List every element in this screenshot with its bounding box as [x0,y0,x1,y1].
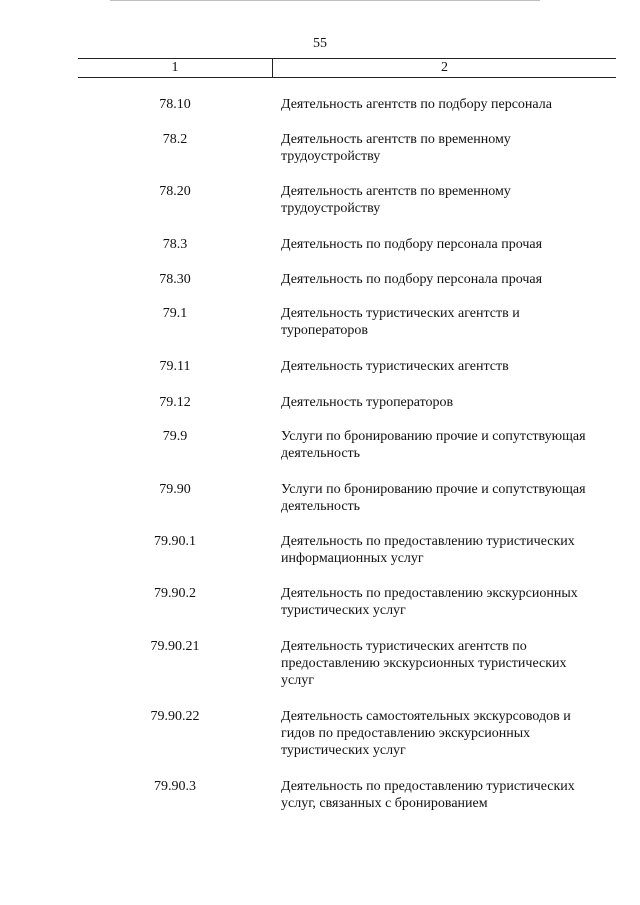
row-description: Деятельность агентств по временному трудоустройству [281,184,511,216]
column-header-2: 2 [441,60,448,75]
row-description: Деятельность по предоставлению экскурсионных туристических услуг [281,586,578,618]
row-code: 79.11 [159,359,191,374]
row-code: 78.10 [159,97,191,112]
row-description: Услуги по бронированию прочие и сопутствующая деятельность [281,429,586,461]
row-code: 79.12 [159,395,191,410]
row-code: 79.90 [159,482,191,497]
page-number: 55 [313,36,327,51]
header-top-rule [78,58,616,59]
row-description: Деятельность агентств по временному трудоустройству [281,132,511,164]
row-description: Деятельность самостоятельных экскурсоводов и гидов по предоставлению экскурсионных туристических услуг [281,709,571,758]
row-description: Деятельность туристических агентств по предоставлению экскурсионных туристических услуг [281,639,567,688]
row-description: Деятельность туроператоров [281,395,454,410]
row-code: 79.90.21 [150,639,200,654]
row-code: 79.90.1 [154,534,196,549]
row-code: 79.1 [162,306,188,321]
row-description: Деятельность агентств по подбору персонала [281,97,552,112]
row-code: 78.3 [162,237,188,252]
row-description: Деятельность туристических агентств [281,359,509,374]
row-code: 79.90.3 [154,779,196,794]
column-header-1: 1 [171,60,179,75]
header-bottom-rule [78,77,616,78]
row-description: Деятельность по предоставлению туристических информационных услуг [281,534,575,566]
row-code: 79.9 [162,429,188,444]
row-code: 78.2 [162,132,188,147]
row-description: Деятельность по предоставлению туристических услуг, связанных с бронированием [281,779,575,811]
row-code: 78.20 [159,184,191,199]
row-description: Услуги по бронированию прочие и сопутствующая деятельность [281,482,586,514]
row-code: 78.30 [159,272,191,287]
scan-edge-line [110,0,540,1]
row-description: Деятельность туристических агентств и туроператоров [281,306,520,338]
row-description: Деятельность по подбору персонала прочая [281,237,543,252]
row-code: 79.90.22 [150,709,200,724]
row-code: 79.90.2 [154,586,196,601]
row-description: Деятельность по подбору персонала прочая [281,272,543,287]
